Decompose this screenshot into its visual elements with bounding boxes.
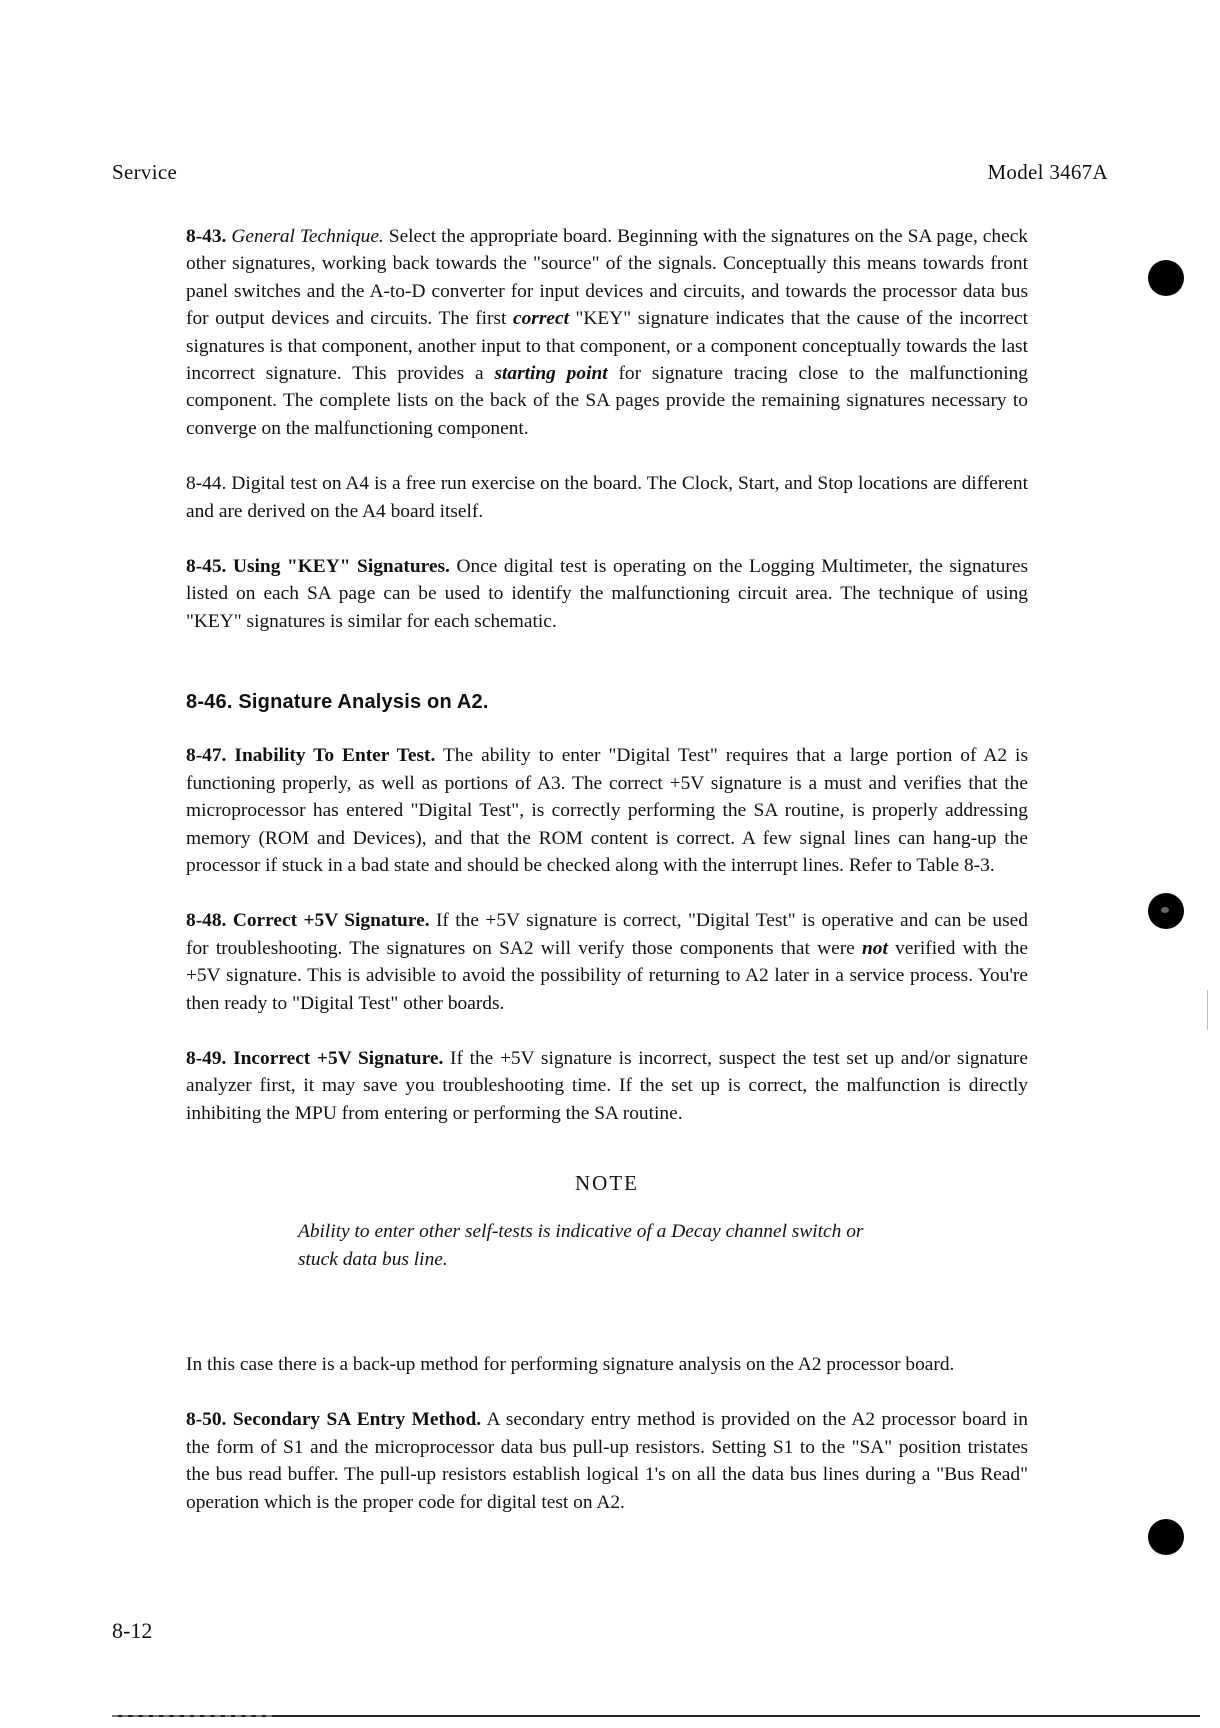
paragraph-text: The ability to enter "Digital Test" requires that a large portion of A2 is functioning properly, as well as portions of A3. The correct +5V signature is a must and verifies that the microprocessor has entered "Digital Test", is correctly performing the SA routine, is properly addressing memory (ROM and Devices), and that the ROM content is correct. A few signal lines can hang-up the processor if stuck in a bad state and should be checked along with the interrupt lines. Refer to Table 8-3. [186, 745, 1028, 876]
paragraph-title: Incorrect +5V Signature. [233, 1047, 444, 1069]
paragraph-title: General Technique. [231, 226, 384, 247]
paragraph-text: verified with the +5V signature. This is advisible to avoid the possibility of returning to A2 later in a service process. You're then ready to "Digital Test" other boards. [186, 937, 1028, 1014]
paragraph-text: Digital test on A4 is a free run exercise on the board. The Clock, Start, and Stop locations are different and are derived on the A4 board itself. [186, 473, 1028, 522]
note-title: NOTE [575, 1171, 639, 1196]
paragraph-number: 8-48. [186, 910, 227, 932]
paragraph-number: 8-45. [186, 556, 227, 578]
paragraph-after-note: In this case there is a back-up method for performing signature analysis on the A2 processor board. [186, 1353, 955, 1375]
change-bar-dot-icon [1148, 1519, 1184, 1555]
paragraph-text: "KEY" signature indicates that the cause of the incorrect signatures is that component, another input to that component, or a component conceptually towards the last incorrect signature. This provides a [186, 308, 1029, 385]
change-bar-dot-icon [1148, 260, 1184, 296]
paragraph-title: Inability To Enter Test. [234, 745, 436, 767]
paragraph-8-48 [186, 907, 1028, 1017]
paragraph-title: Using "KEY" Signatures. [232, 556, 450, 578]
paragraph-title: Secondary SA Entry Method. [232, 1409, 482, 1431]
emphasis-starting-point: starting point [494, 363, 608, 385]
paragraph-8-45 [186, 553, 1028, 635]
section-number: 8-46. [186, 691, 233, 714]
paragraph-number: 8-47. [186, 745, 227, 767]
paragraph-number: 8-44. [186, 473, 227, 495]
paragraph-number: 8-50. [186, 1409, 227, 1431]
paragraph-title: Correct +5V Signature. [232, 910, 430, 932]
paragraph-8-47 [186, 742, 1028, 879]
paragraph-8-44 [186, 470, 1028, 525]
running-header-right: Model 3467A [987, 160, 1108, 184]
note-body: Ability to enter other self-tests is indicative of a Decay channel switch or stuck data bus line. [298, 1221, 864, 1270]
paragraph-text: If the +5V signature is incorrect, suspect the test set up and/or signature analyzer first, it may save you troubleshooting time. If the set up is correct, the malfunction is directly inhibiting the MPU from entering or performing the SA routine. [186, 1047, 1028, 1124]
paragraph-text: Select the appropriate board. Beginning with the signatures on the SA page, check other signatures, working back towards the "source" of the signals. Conceptually this means towards front panel switches and the A-to-D converter for input devices and circuits, and towards the processor data bus for output devices and circuits. The first [186, 226, 1029, 330]
paragraph-number: 8-49. [186, 1047, 227, 1069]
paragraph-text: If the +5V signature is correct, "Digital Test" is operative and can be used for troubleshooting. The signatures on SA2 will verify those components that were [186, 910, 1028, 959]
margin-mark [1207, 990, 1208, 1030]
section-heading [186, 691, 1028, 714]
paragraph-8-49 [186, 1045, 1028, 1127]
bottom-rule [112, 1715, 1200, 1717]
page-number: 8-12 [112, 1618, 153, 1643]
running-header-left: Service [112, 160, 178, 184]
paragraph-8-43 [186, 223, 1028, 442]
emphasis-correct: correct [512, 308, 569, 330]
paragraph-number: 8-43. [186, 226, 227, 247]
paragraph-text: Once digital test is operating on the Logging Multimeter, the signatures listed on each SA page can be used to identify the malfunctioning circuit area. The technique of using "KEY" signatures is similar for each schematic. [186, 556, 1028, 632]
change-bar-dot-icon [1148, 893, 1184, 929]
paragraph-text: A secondary entry method is provided on the A2 processor board in the form of S1 and the microprocessor data bus pull-up resistors. Setting S1 to the "SA" position tristates the bus read buffer. The pull-up resistors establish logical 1's on all the data bus lines during a "Bus Read" operation which is the proper code for digital test on A2. [186, 1409, 1028, 1513]
emphasis-not: not [862, 937, 888, 959]
paragraph-text: for signature tracing close to the malfunctioning component. The complete lists on the back of the SA pages provide the remaining signatures necessary to converge on the malfunctioning component. [186, 363, 1028, 439]
page-content [186, 223, 1028, 1544]
paragraph-8-50 [186, 1406, 1028, 1516]
section-title: Signature Analysis on A2. [238, 691, 489, 714]
